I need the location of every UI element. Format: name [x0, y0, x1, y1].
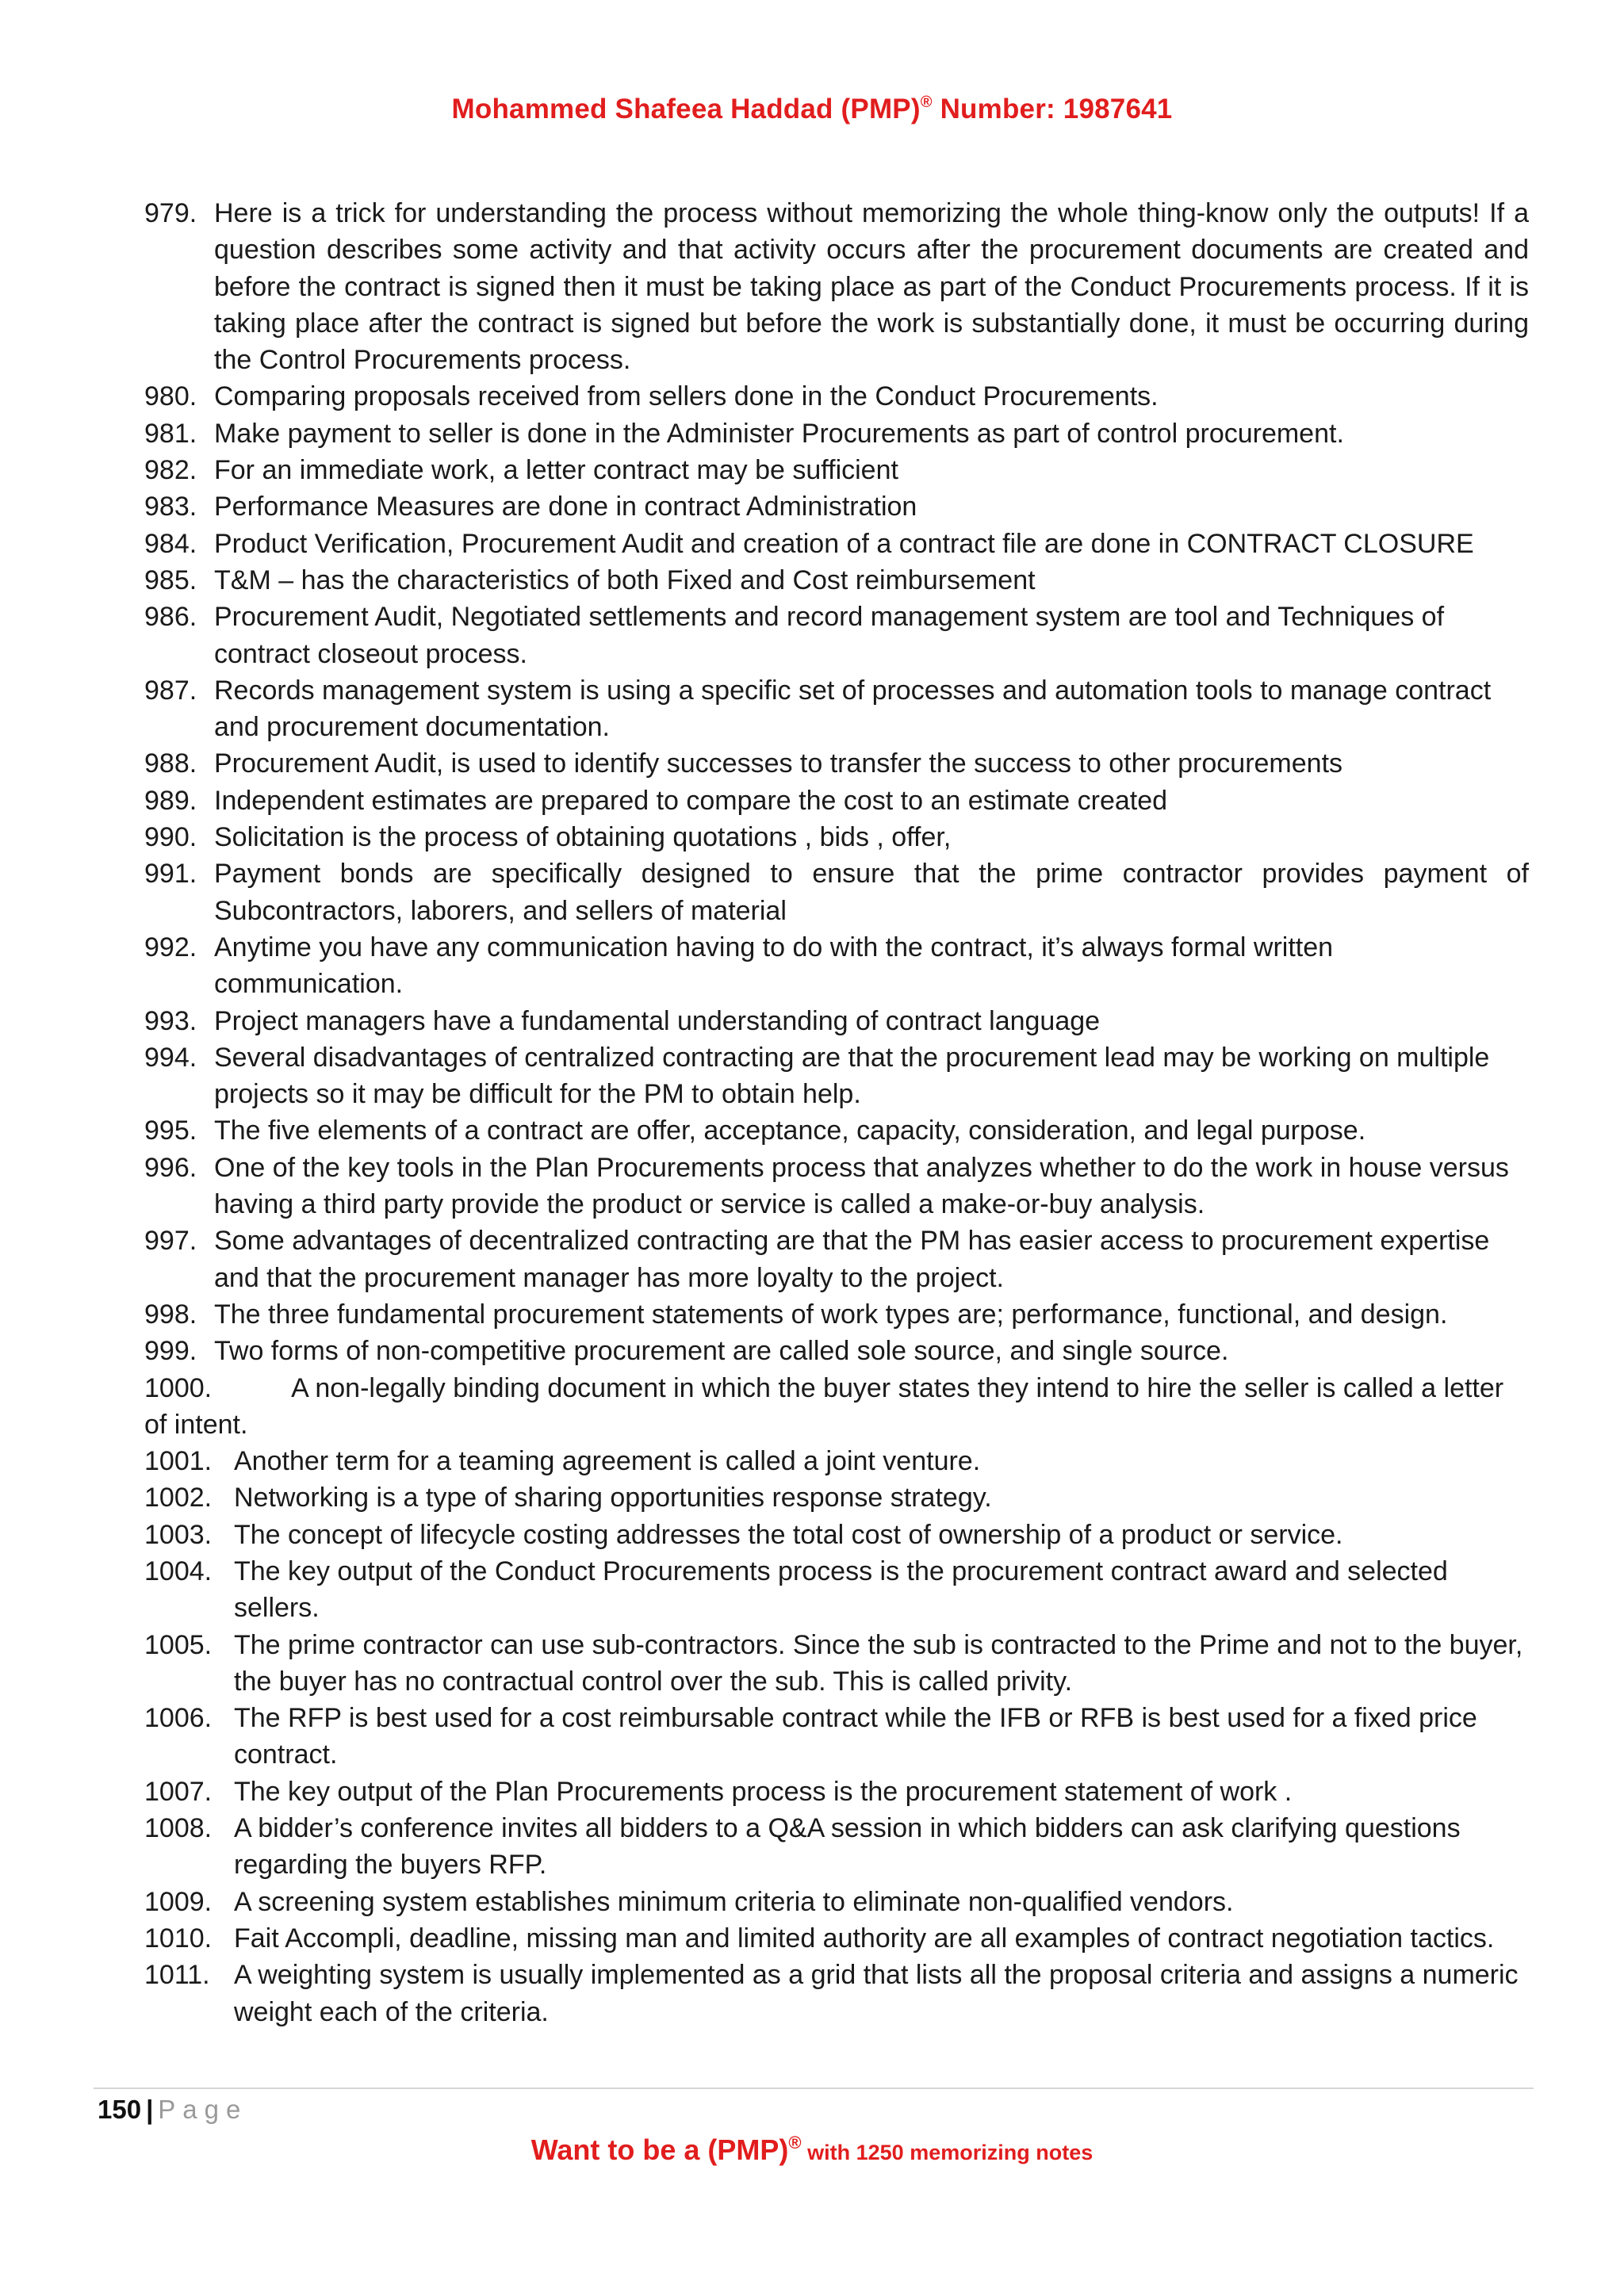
item-number: 981. — [144, 418, 197, 449]
list-item — [144, 745, 1529, 782]
footer-separator: | — [146, 2095, 154, 2124]
item-text: Payment bonds are specifically designed to ensure that the prime contractor provides payment of Subcontractors, laborers, and sellers of material — [214, 859, 1529, 926]
list-item — [144, 1333, 1529, 1369]
tagline-small: with 1250 memorizing notes — [801, 2141, 1094, 2164]
list-item — [144, 415, 1529, 452]
item-text: T&M – has the characteristics of both Fixed and Cost reimbursement — [214, 564, 1036, 595]
item-text: Networking is a type of sharing opportunities response strategy. — [234, 1483, 992, 1513]
list-item — [144, 1003, 1529, 1039]
list-item — [144, 1810, 1529, 1884]
item-text: Several disadvantages of centralized contracting are that the procurement lead may be working on multiple projects so it may be difficult for the PM to obtain help. — [214, 1042, 1490, 1110]
item-text: Product Verification, Procurement Audit and creation of a contract file are done in CONTRACT CLOSURE — [214, 528, 1474, 559]
item-number: 989. — [144, 785, 197, 816]
item-number: 983. — [144, 492, 197, 522]
item-number: 993. — [144, 1005, 197, 1036]
tagline-registered-mark: ® — [788, 2133, 802, 2152]
item-number: 1001. — [144, 1446, 213, 1477]
item-text: Project managers have a fundamental understanding of contract language — [214, 1005, 1101, 1036]
list-item — [144, 488, 1529, 525]
item-text: Anytime you have any communication having to do with the contract, it’s always formal written communication. — [214, 932, 1334, 1000]
page-header — [0, 94, 1624, 125]
item-text: Comparing proposals received from sellers done in the Conduct Procurements. — [214, 381, 1159, 412]
item-text: Here is a trick for understanding the process without memorizing the whole thing-know only the outputs! If a question describes some activity and that activity occurs after the procurement documents are created and before the contract is signed then it must be taking place as part of the Conduct Procurements process. If it is taking place after the contract is signed but before the work is substantially done, it must be occurring during the Control Procurements process. — [214, 198, 1529, 376]
item-text: A bidder’s conference invites all bidders to a Q&A session in which bidders can ask clarifying questions regarding the buyers RFP. — [234, 1813, 1461, 1881]
item-number: 994. — [144, 1042, 197, 1073]
list-item — [144, 819, 1529, 855]
item-number: 1011. — [144, 1960, 210, 1991]
header-name: Mohammed Shafeea Haddad (PMP) — [451, 94, 921, 124]
item-number: 990. — [144, 822, 197, 853]
item-text: Another term for a teaming agreement is called a joint venture. — [234, 1446, 981, 1477]
list-item — [144, 1296, 1529, 1333]
item-number: 995. — [144, 1115, 197, 1146]
item-text: For an immediate work, a letter contract may be sufficient — [214, 455, 898, 486]
item-text: A screening system establishes minimum criteria to eliminate non-qualified vendors. — [234, 1886, 1234, 1917]
item-number: 982. — [144, 455, 197, 486]
header-number: Number: 1987641 — [932, 94, 1173, 124]
list-item — [144, 1112, 1529, 1149]
page-number: 150 — [98, 2095, 142, 2124]
page-label: Page — [158, 2095, 248, 2124]
item-text: Procurement Audit, Negotiated settlements and record management system are tool and Techniques of contract closeout process. — [214, 602, 1445, 669]
item-number: 996. — [144, 1152, 197, 1183]
item-text: Fait Accompli, deadline, missing man and limited authority are all examples of contract negotiation tactics. — [234, 1923, 1495, 1954]
item-number: 985. — [144, 564, 197, 595]
item-number: 999. — [144, 1336, 197, 1367]
item-number: 992. — [144, 932, 197, 962]
item-number: 1005. — [144, 1629, 213, 1660]
item-number: 1009. — [144, 1886, 213, 1917]
footer-divider — [94, 2087, 1534, 2089]
page-number-footer — [98, 2095, 247, 2125]
item-text: The RFP is best used for a cost reimbursable contract while the IFB or RFB is best used for a fixed price contract. — [234, 1703, 1477, 1770]
item-text: A non-legally binding document in which the buyer states they intend to hire the seller is called a letter of intent. — [144, 1372, 1504, 1440]
list-item — [144, 562, 1529, 599]
list-item — [144, 1150, 1529, 1223]
item-number: 1007. — [144, 1776, 213, 1807]
item-number: 1004. — [144, 1556, 213, 1586]
item-number: 1010. — [144, 1923, 213, 1954]
list-item — [144, 1443, 1529, 1479]
footer-tagline — [0, 2133, 1624, 2167]
item-text: Two forms of non-competitive procurement are called sole source, and single source. — [214, 1336, 1229, 1367]
item-text: A weighting system is usually implemented as a grid that lists all the proposal criteria and assigns a numeric weight each of the criteria. — [234, 1960, 1519, 2027]
list-item — [144, 1774, 1529, 1810]
item-number: 987. — [144, 675, 197, 706]
item-text: Some advantages of decentralized contracting are that the PM has easier access to procurement expertise and that the procurement manager has more loyalty to the project. — [214, 1226, 1490, 1293]
item-text: The key output of the Conduct Procurements process is the procurement contract award and selected sellers. — [234, 1556, 1448, 1624]
item-number: 1008. — [144, 1813, 213, 1844]
item-number: 1006. — [144, 1703, 213, 1734]
list-item — [144, 1957, 1529, 2030]
list-item — [144, 929, 1529, 1003]
item-number: 984. — [144, 528, 197, 559]
list-item — [144, 1517, 1529, 1553]
item-text: Make payment to seller is done in the Administer Procurements as part of control procurement. — [214, 418, 1344, 449]
tagline-main: Want to be a (PMP) — [530, 2133, 789, 2166]
item-text: One of the key tools in the Plan Procurements process that analyzes whether to do the work in house versus having a third party provide the product or service is called a make-or-buy analysis. — [214, 1152, 1509, 1220]
item-text: The five elements of a contract are offer, acceptance, capacity, consideration, and legal purpose. — [214, 1115, 1366, 1146]
item-number: 979. — [144, 198, 197, 228]
list-item — [144, 1223, 1529, 1296]
item-number: 986. — [144, 602, 197, 633]
item-number: 998. — [144, 1299, 197, 1330]
item-text: The key output of the Plan Procurements process is the procurement statement of work . — [234, 1776, 1293, 1807]
item-number: 1003. — [144, 1519, 213, 1550]
item-text: Performance Measures are done in contract Administration — [214, 492, 917, 522]
list-item — [144, 1627, 1529, 1701]
item-text: The prime contractor can use sub-contractors. Since the sub is contracted to the Prime and not to the buyer, the buyer has no contractual control over the sub. This is called privity. — [234, 1629, 1523, 1697]
item-number: 980. — [144, 381, 197, 412]
list-item — [144, 378, 1529, 415]
list-item — [144, 1039, 1529, 1113]
list-item — [144, 1370, 1529, 1444]
list-item — [144, 1553, 1529, 1627]
item-number: 988. — [144, 748, 197, 779]
item-text: The three fundamental procurement statements of work types are; performance, functional, and design. — [214, 1299, 1448, 1330]
item-text: Procurement Audit, is used to identify successes to transfer the success to other procurements — [214, 748, 1343, 779]
list-item — [144, 452, 1529, 488]
item-number: 1002. — [144, 1483, 213, 1513]
item-text: The concept of lifecycle costing addresses the total cost of ownership of a product or service. — [234, 1519, 1343, 1550]
list-item — [144, 783, 1529, 819]
item-number: 991. — [144, 859, 197, 890]
list-item — [144, 672, 1529, 746]
header-registered-mark: ® — [920, 94, 933, 111]
item-text: Independent estimates are prepared to compare the cost to an estimate created — [214, 785, 1168, 816]
list-item — [144, 1920, 1529, 1957]
item-text: Solicitation is the process of obtaining quotations , bids , offer, — [214, 822, 952, 853]
list-item — [144, 195, 1529, 378]
list-item — [144, 1884, 1529, 1920]
numbered-notes-list — [144, 195, 1529, 2030]
list-item — [144, 855, 1529, 929]
list-item — [144, 599, 1529, 672]
item-text: Records management system is using a specific set of processes and automation tools to manage contract and procurement documentation. — [214, 675, 1492, 743]
item-number: 1000. — [144, 1372, 213, 1403]
item-number: 997. — [144, 1226, 197, 1257]
list-item — [144, 1700, 1529, 1774]
list-item — [144, 526, 1529, 562]
list-item — [144, 1479, 1529, 1516]
